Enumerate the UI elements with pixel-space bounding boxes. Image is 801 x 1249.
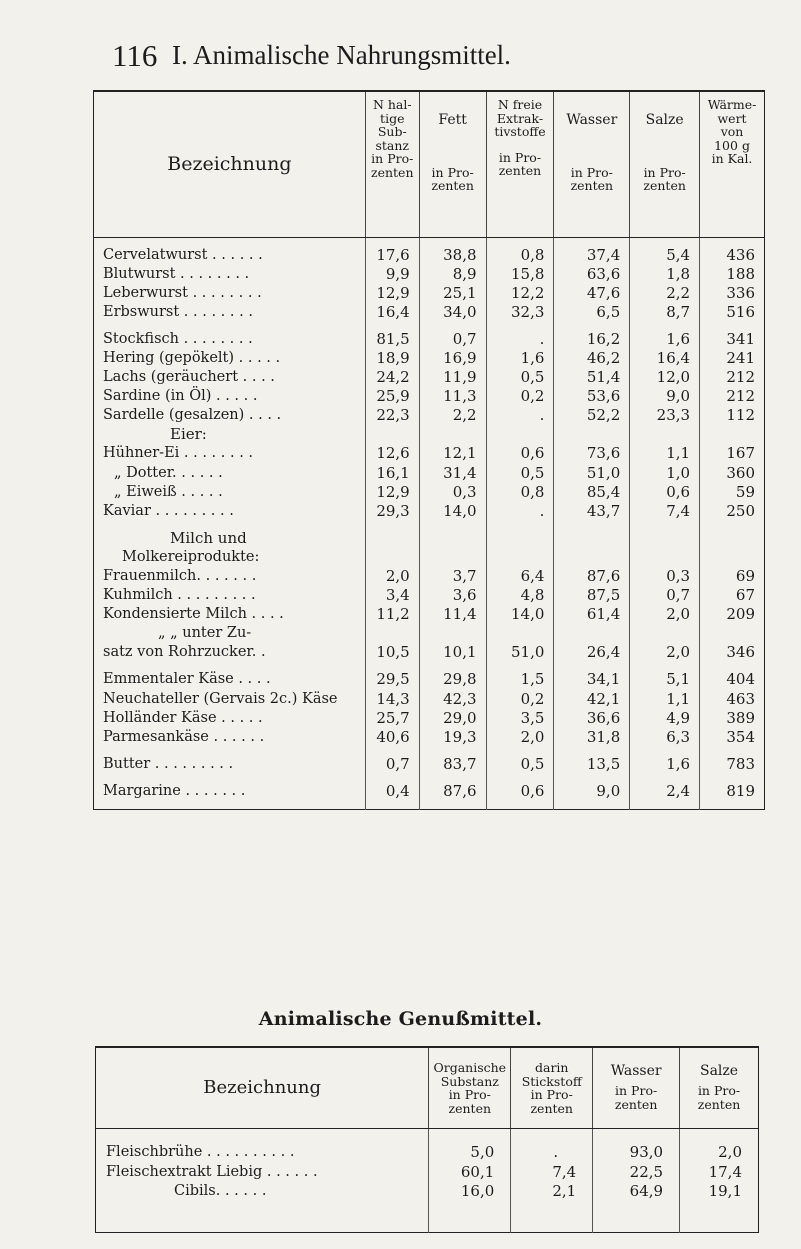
- page-header: [112, 38, 761, 78]
- header-salze: Salze in Pro- zenten: [630, 91, 700, 237]
- table-row: Kondensierte Milch . . . . 11,2 11,4 14,0 61,4 2,0 209: [94, 605, 765, 624]
- header-fett: Fett in Pro- zenten: [419, 91, 486, 237]
- table-row: satz von Rohrzucker. . 10,5 10,1 51,0 26,4 2,0 346: [94, 643, 765, 662]
- table-row: „ Dotter. . . . . . 16,1 31,4 0,5 51,0 1,0 360: [94, 464, 765, 483]
- table-row: Butter . . . . . . . . . 0,7 83,7 0,5 13,5 1,6 783: [94, 755, 765, 774]
- table-row: Margarine . . . . . . . 0,4 87,6 0,6 9,0 2,4 819: [94, 782, 765, 801]
- header-stickstoff: darin Stickstoff in Pro- zenten: [511, 1047, 593, 1129]
- table-row: Fleischbrühe . . . . . . . . . . 5,0 . 93,0 2,0: [96, 1129, 759, 1163]
- table-row: Holländer Käse . . . . . 25,7 29,0 3,5 36,6 4,9 389: [94, 709, 765, 728]
- header-wasser: Wasser in Pro- zenten: [593, 1047, 680, 1129]
- table-row: Cervelatwurst . . . . . . 17,6 38,8 0,8 37,4 5,4 436: [94, 246, 765, 265]
- table-header-row: [96, 1047, 759, 1129]
- section-title-genussmittel: Animalische Genußmittel.: [258, 1008, 543, 1030]
- header-salze: Salze in Pro- zenten: [680, 1047, 759, 1129]
- nutrition-table: [93, 90, 765, 810]
- table-header-row: [94, 91, 765, 237]
- table-row: Lachs (geräuchert . . . . 24,2 11,9 0,5 51,4 12,0 212: [94, 368, 765, 387]
- table-row: Frauenmilch. . . . . . . 2,0 3,7 6,4 87,6 0,3 69: [94, 567, 765, 586]
- table-row: Erbswurst . . . . . . . . 16,4 34,0 32,3 6,5 8,7 516: [94, 303, 765, 322]
- table-row-continued: „ „ unter Zu-: [94, 624, 765, 643]
- header-wasser: Wasser in Pro- zenten: [554, 91, 630, 237]
- table-row: Sardine (in Öl) . . . . . 25,9 11,3 0,2 53,6 9,0 212: [94, 387, 765, 406]
- table-row: Neuchateller (Gervais 2c.) Käse 14,3 42,3 0,2 42,1 1,1 463: [94, 690, 765, 709]
- page-number: 116: [112, 38, 158, 73]
- header-bezeichnung: Bezeichnung: [94, 91, 366, 237]
- header-organische-substanz: Organische Substanz in Pro- zenten: [429, 1047, 511, 1129]
- section-heading-molkerei: Molkereiprodukte:: [94, 548, 765, 567]
- table-row: Cibils. . . . . . 16,0 2,1 64,9 19,1: [96, 1182, 759, 1232]
- header-n-freie-extraktivstoffe: N freie Extrak- tivstoffe in Pro- zenten: [486, 91, 554, 237]
- section-heading-milch: Milch und: [94, 529, 765, 548]
- table-row: Hering (gepökelt) . . . . . 18,9 16,9 1,6 46,2 16,4 241: [94, 349, 765, 368]
- genussmittel-table: [95, 1046, 759, 1233]
- table-row: Hühner-Ei . . . . . . . . 12,6 12,1 0,6 73,6 1,1 167: [94, 444, 765, 463]
- header-waermewert: Wärme- wert von 100 g in Kal.: [700, 91, 765, 237]
- header-bezeichnung: Bezeichnung: [96, 1047, 429, 1129]
- page-title: I. Animalische Nahrungsmittel.: [172, 40, 511, 70]
- table-row: Emmentaler Käse . . . . 29,5 29,8 1,5 34,1 5,1 404: [94, 670, 765, 689]
- table-row: Parmesankäse . . . . . . 40,6 19,3 2,0 31,8 6,3 354: [94, 728, 765, 747]
- table-row: „ Eiweiß . . . . . 12,9 0,3 0,8 85,4 0,6 59: [94, 483, 765, 502]
- table-row: Blutwurst . . . . . . . . 9,9 8,9 15,8 63,6 1,8 188: [94, 265, 765, 284]
- table-row: Kuhmilch . . . . . . . . . 3,4 3,6 4,8 87,5 0,7 67: [94, 586, 765, 605]
- table-row: Stockfisch . . . . . . . . 81,5 0,7 . 16,2 1,6 341: [94, 330, 765, 349]
- header-n-haltige-substanz: N hal- tige Sub- stanz in Pro- zenten: [365, 91, 419, 237]
- section-heading-eier: Eier:: [94, 425, 765, 444]
- table-row: Fleischextrakt Liebig . . . . . . 60,1 7,4 22,5 17,4: [96, 1163, 759, 1183]
- table-row: Leberwurst . . . . . . . . 12,9 25,1 12,2 47,6 2,2 336: [94, 284, 765, 303]
- table-row: Sardelle (gesalzen) . . . . 22,3 2,2 . 52,2 23,3 112: [94, 406, 765, 425]
- table-row: Kaviar . . . . . . . . . 29,3 14,0 . 43,7 7,4 250: [94, 502, 765, 521]
